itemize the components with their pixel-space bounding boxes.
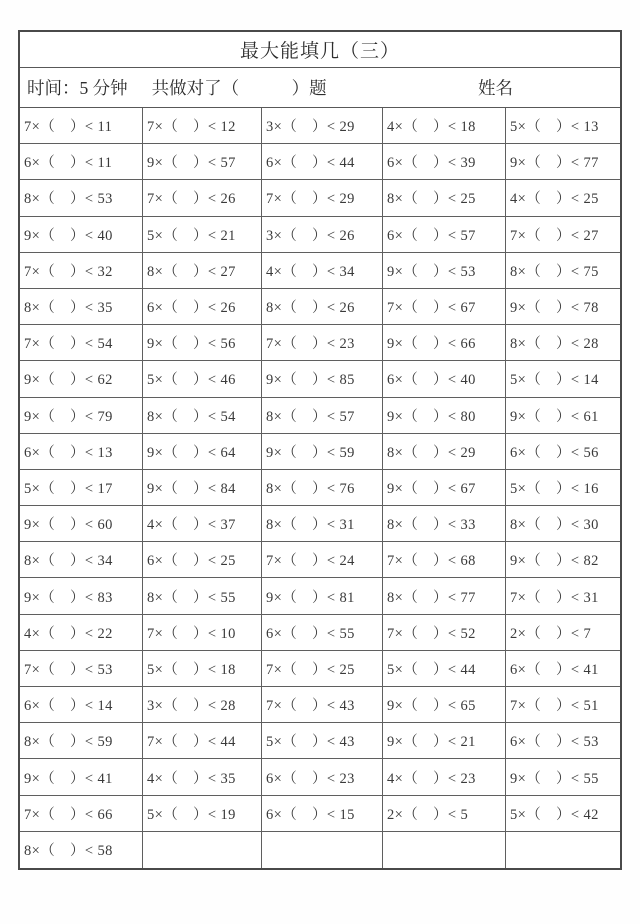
problem-cell: 9×（ ）< 79 bbox=[20, 398, 143, 434]
problem-cell: 5×（ ）< 44 bbox=[383, 651, 506, 687]
problem-cell: 7×（ ）< 68 bbox=[383, 542, 506, 578]
problem-cell: 7×（ ）< 11 bbox=[20, 108, 143, 144]
problem-cell: 7×（ ）< 26 bbox=[143, 180, 262, 216]
problem-cell: 9×（ ）< 60 bbox=[20, 506, 143, 542]
problem-cell: 8×（ ）< 27 bbox=[143, 253, 262, 289]
problem-cell: 8×（ ）< 54 bbox=[143, 398, 262, 434]
problem-cell: 9×（ ）< 66 bbox=[383, 325, 506, 361]
empty-cell bbox=[383, 832, 506, 868]
problem-cell: 9×（ ）< 85 bbox=[262, 361, 383, 397]
problem-cell: 9×（ ）< 83 bbox=[20, 578, 143, 614]
problem-cell: 4×（ ）< 22 bbox=[20, 615, 143, 651]
problem-cell: 6×（ ）< 23 bbox=[262, 759, 383, 795]
problem-cell: 8×（ ）< 35 bbox=[20, 289, 143, 325]
problem-cell: 7×（ ）< 32 bbox=[20, 253, 143, 289]
empty-cell bbox=[262, 832, 383, 868]
problem-cell: 9×（ ）< 59 bbox=[262, 434, 383, 470]
problem-cell: 6×（ ）< 25 bbox=[143, 542, 262, 578]
name-label: 姓名 bbox=[478, 78, 513, 98]
problem-cell: 8×（ ）< 57 bbox=[262, 398, 383, 434]
problems-grid bbox=[20, 108, 620, 868]
problem-cell: 7×（ ）< 52 bbox=[383, 615, 506, 651]
problem-cell: 8×（ ）< 33 bbox=[383, 506, 506, 542]
problem-cell: 6×（ ）< 39 bbox=[383, 144, 506, 180]
worksheet-header bbox=[20, 68, 620, 108]
problem-cell: 5×（ ）< 19 bbox=[143, 796, 262, 832]
problem-cell: 7×（ ）< 53 bbox=[20, 651, 143, 687]
problem-cell: 7×（ ）< 43 bbox=[262, 687, 383, 723]
problem-cell: 7×（ ）< 24 bbox=[262, 542, 383, 578]
problem-cell: 9×（ ）< 57 bbox=[143, 144, 262, 180]
problem-cell: 4×（ ）< 18 bbox=[383, 108, 506, 144]
problem-cell: 8×（ ）< 55 bbox=[143, 578, 262, 614]
problem-cell: 9×（ ）< 56 bbox=[143, 325, 262, 361]
problem-cell: 7×（ ）< 66 bbox=[20, 796, 143, 832]
problem-cell: 6×（ ）< 57 bbox=[383, 217, 506, 253]
problem-cell: 9×（ ）< 40 bbox=[20, 217, 143, 253]
problem-cell: 8×（ ）< 77 bbox=[383, 578, 506, 614]
problem-cell: 8×（ ）< 29 bbox=[383, 434, 506, 470]
problem-cell: 8×（ ）< 25 bbox=[383, 180, 506, 216]
problem-cell: 4×（ ）< 23 bbox=[383, 759, 506, 795]
problem-cell: 9×（ ）< 81 bbox=[262, 578, 383, 614]
problem-cell: 7×（ ）< 67 bbox=[383, 289, 506, 325]
problem-cell: 8×（ ）< 34 bbox=[20, 542, 143, 578]
problem-cell: 6×（ ）< 40 bbox=[383, 361, 506, 397]
problem-cell: 4×（ ）< 35 bbox=[143, 759, 262, 795]
problem-cell: 6×（ ）< 14 bbox=[20, 687, 143, 723]
problem-cell: 8×（ ）< 30 bbox=[506, 506, 620, 542]
problem-cell: 7×（ ）< 54 bbox=[20, 325, 143, 361]
time-label: 时间：5 分钟 bbox=[27, 78, 128, 98]
problem-cell: 6×（ ）< 44 bbox=[262, 144, 383, 180]
problem-cell: 6×（ ）< 41 bbox=[506, 651, 620, 687]
problem-cell: 4×（ ）< 25 bbox=[506, 180, 620, 216]
problem-cell: 7×（ ）< 25 bbox=[262, 651, 383, 687]
problem-cell: 2×（ ）< 7 bbox=[506, 615, 620, 651]
worksheet-table bbox=[18, 30, 622, 870]
problem-cell: 9×（ ）< 61 bbox=[506, 398, 620, 434]
problem-cell: 9×（ ）< 64 bbox=[143, 434, 262, 470]
problem-cell: 8×（ ）< 28 bbox=[506, 325, 620, 361]
problem-cell: 9×（ ）< 65 bbox=[383, 687, 506, 723]
problem-cell: 3×（ ）< 29 bbox=[262, 108, 383, 144]
problem-cell: 8×（ ）< 26 bbox=[262, 289, 383, 325]
problem-cell: 3×（ ）< 26 bbox=[262, 217, 383, 253]
problem-cell: 5×（ ）< 14 bbox=[506, 361, 620, 397]
empty-cell bbox=[143, 832, 262, 868]
problem-cell: 7×（ ）< 51 bbox=[506, 687, 620, 723]
problem-cell: 9×（ ）< 82 bbox=[506, 542, 620, 578]
problem-cell: 8×（ ）< 76 bbox=[262, 470, 383, 506]
problem-cell: 6×（ ）< 56 bbox=[506, 434, 620, 470]
problem-cell: 5×（ ）< 16 bbox=[506, 470, 620, 506]
problem-cell: 9×（ ）< 78 bbox=[506, 289, 620, 325]
problem-cell: 7×（ ）< 29 bbox=[262, 180, 383, 216]
score-label: 共做对了（ ）题 bbox=[151, 78, 327, 98]
problem-cell: 9×（ ）< 77 bbox=[506, 144, 620, 180]
problem-cell: 8×（ ）< 31 bbox=[262, 506, 383, 542]
problem-cell: 9×（ ）< 21 bbox=[383, 723, 506, 759]
problem-cell: 9×（ ）< 80 bbox=[383, 398, 506, 434]
problem-cell: 5×（ ）< 18 bbox=[143, 651, 262, 687]
problem-cell: 6×（ ）< 26 bbox=[143, 289, 262, 325]
problem-cell: 9×（ ）< 53 bbox=[383, 253, 506, 289]
problem-cell: 6×（ ）< 15 bbox=[262, 796, 383, 832]
problem-cell: 8×（ ）< 59 bbox=[20, 723, 143, 759]
problem-cell: 9×（ ）< 55 bbox=[506, 759, 620, 795]
problem-cell: 7×（ ）< 23 bbox=[262, 325, 383, 361]
problem-cell: 6×（ ）< 55 bbox=[262, 615, 383, 651]
problem-cell: 9×（ ）< 62 bbox=[20, 361, 143, 397]
problem-cell: 4×（ ）< 37 bbox=[143, 506, 262, 542]
problem-cell: 8×（ ）< 53 bbox=[20, 180, 143, 216]
problem-cell: 3×（ ）< 28 bbox=[143, 687, 262, 723]
problem-cell: 5×（ ）< 21 bbox=[143, 217, 262, 253]
problem-cell: 8×（ ）< 58 bbox=[20, 832, 143, 868]
problem-cell: 9×（ ）< 84 bbox=[143, 470, 262, 506]
problem-cell: 6×（ ）< 13 bbox=[20, 434, 143, 470]
problem-cell: 7×（ ）< 31 bbox=[506, 578, 620, 614]
problem-cell: 6×（ ）< 11 bbox=[20, 144, 143, 180]
problem-cell: 5×（ ）< 17 bbox=[20, 470, 143, 506]
problem-cell: 7×（ ）< 10 bbox=[143, 615, 262, 651]
empty-cell bbox=[506, 832, 620, 868]
problem-cell: 9×（ ）< 41 bbox=[20, 759, 143, 795]
problem-cell: 7×（ ）< 44 bbox=[143, 723, 262, 759]
problem-cell: 4×（ ）< 34 bbox=[262, 253, 383, 289]
problem-cell: 2×（ ）< 5 bbox=[383, 796, 506, 832]
problem-cell: 8×（ ）< 75 bbox=[506, 253, 620, 289]
problem-cell: 5×（ ）< 46 bbox=[143, 361, 262, 397]
problem-cell: 6×（ ）< 53 bbox=[506, 723, 620, 759]
problem-cell: 9×（ ）< 67 bbox=[383, 470, 506, 506]
problem-cell: 7×（ ）< 27 bbox=[506, 217, 620, 253]
problem-cell: 7×（ ）< 12 bbox=[143, 108, 262, 144]
problem-cell: 5×（ ）< 13 bbox=[506, 108, 620, 144]
problem-cell: 5×（ ）< 42 bbox=[506, 796, 620, 832]
worksheet-title: 最大能填几（三） bbox=[20, 32, 620, 68]
problem-cell: 5×（ ）< 43 bbox=[262, 723, 383, 759]
